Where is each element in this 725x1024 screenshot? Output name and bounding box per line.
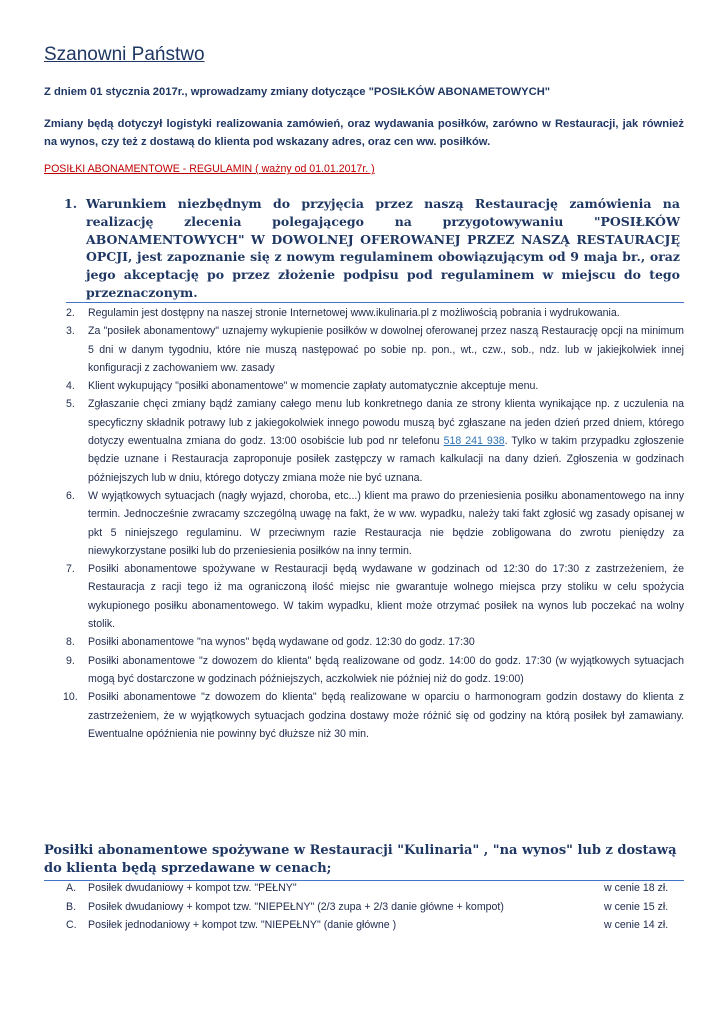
list-item — [44, 322, 684, 377]
item-text: Zgłaszanie chęci zmiany bądź zamiany całego menu lub konkretnego dania ze strony klienta wynikające np. z uczulenia na specyficzny składnik potrawy lub z jakiegokolwiek innego powodu muszą być zgłaszane na jeden dzień przed dniem, którego dotyczy ewentualna zmiana do godz. 13:00 osobiście lub pod nr telefonu — [88, 398, 684, 448]
item-number: 5. — [66, 398, 75, 411]
item-text: Posiłki abonamentowe "z dowozem do klienta" będą realizowane w oparciu o harmonogram godzin dostawy do klienta z zastrzeżeniem, że w wyjątkowych sytuacjach godzina dostawy może różnić się od godziny na którą posiłek był zamawiany. Ewentualne opóźnienia nie powinny być dłuższe niż 30 min. — [88, 691, 684, 740]
price-row — [44, 919, 684, 938]
item-text-continued: . Tylko w takim przypadku zgłoszenie będzie uznane i Restauracja zaproponuje posiłek zastępczy w ramach kalkulacji na dany dzień. Zgłoszenia w godzinach późniejszych lub w dniu, którego dotyczy zmiana może nie być uznana. — [88, 435, 684, 484]
phone-link[interactable]: 518 241 938 — [443, 435, 505, 448]
list-item — [44, 688, 684, 743]
regulation-item-1 — [66, 195, 680, 302]
price-value: w cenie 18 zł. — [604, 882, 669, 894]
list-item — [44, 487, 684, 560]
intro-paragraph-2: Zmiany będą dotyczył logistyki realizowania zamówień, oraz wydawania posiłków, zarówno w Restauracji, jak również na wynos, czy też z dostawą do klienta pod wskazany adres, oraz cen ww. posiłków. — [44, 118, 684, 148]
item-text: Za "posiłek abonamentowy" uznajemy wykupienie posiłków w dowolnej oferowanej przez naszą Restaurację opcji na minimum 5 dni w danym tygodniu, które nie muszą następować po sobie np. pon., wt., czw., sob., ndz. lub w jakiejkolwiek innej konfiguracji z zachowaniem ww. zasady — [88, 325, 684, 374]
item-text: Posiłki abonamentowe spożywane w Restauracji będą wydawane w godzinach od 12:30 do 17:30 z zastrzeżeniem, że Restauracja z racji tego iż ma ograniczoną ilość miejsc nie gwarantuje wolnego miejsca przy stoliku w celu spożycia wykupionego posiłku abonamentowego. W takim wypadku, klient może otrzymać posiłek na wynos lub poczekać na wolny stolik. — [88, 563, 684, 631]
intro-paragraph-1: Z dniem 01 stycznia 2017r., wprowadzamy zmiany dotyczące "POSIŁKÓW ABONAMETOWYCH" — [44, 86, 551, 98]
list-item — [44, 652, 684, 689]
price-value: w cenie 14 zł. — [604, 919, 669, 931]
item-number: 8. — [66, 636, 75, 649]
price-letter: B. — [66, 900, 77, 913]
item-text: Posiłki abonamentowe "z dowozem do klienta" będą realizowane od godz. 14:00 do godz. 17:30 (w wyjątkowych sytuacjach mogą być dostarczone w godzinach późniejszych, aczkolwiek nie później niż do godz. 19:00) — [88, 654, 684, 685]
item-number: 6. — [66, 489, 75, 502]
price-description: Posiłek jednodaniowy + kompot tzw. "NIEPEŁNY" (danie główne ) — [88, 919, 397, 931]
item-number: 3. — [66, 325, 75, 338]
price-letter: C. — [66, 919, 77, 931]
item-number: 2. — [66, 307, 75, 319]
regulations-list — [44, 304, 684, 743]
item-number: 1. — [64, 196, 78, 211]
list-item — [44, 560, 684, 633]
list-item — [44, 633, 684, 651]
item-text: Warunkiem niezbędnym do przyjęcia przez naszą Restaurację zamówienia na realizację zlecenia polegającego na przygotowywaniu "POSIŁKÓW ABONAMENTOWYCH" W DOWOLNEJ OFEROWANEJ PRZEZ NASZĄ RESTAURACJĘ OPCJI, jest zapoznanie się z nowym regulaminem obowiązującym od 9 maja br., oraz jego akceptację po przez złożenie podpisu pod regulaminem w miejscu do tego przeznaczonym. — [86, 196, 680, 300]
price-description: Posiłek dwudaniowy + kompot tzw. "NIEPEŁNY" (2/3 zupa + 2/3 danie główne + kompot) — [88, 900, 504, 913]
item-number: 7. — [66, 563, 75, 576]
price-letter: A. — [66, 882, 77, 894]
page-title: Szanowni Państwo — [44, 44, 205, 65]
price-list — [44, 882, 684, 938]
price-row — [44, 882, 684, 901]
item-number: 9. — [66, 654, 75, 667]
item-number: 10. — [63, 691, 78, 704]
heading-divider — [66, 302, 684, 303]
list-item — [44, 395, 684, 486]
item-number: 4. — [66, 380, 75, 393]
list-item — [44, 304, 684, 322]
regulations-title: POSIŁKI ABONAMENTOWE - REGULAMIN ( ważny od 01.01.2017r. ) — [44, 163, 375, 175]
price-description: Posiłek dwudaniowy + kompot tzw. "PEŁNY" — [88, 882, 297, 894]
price-value: w cenie 15 zł. — [604, 900, 669, 913]
prices-divider — [44, 880, 684, 881]
item-text: Regulamin jest dostępny na naszej stronie Internetowej www.ikulinaria.pl z możliwością pobrania i wydrukowania. — [88, 307, 620, 319]
item-text: Posiłki abonamentowe "na wynos" będą wydawane od godz. 12:30 do godz. 17:30 — [88, 636, 475, 649]
price-row — [44, 901, 684, 920]
list-item — [44, 377, 684, 395]
prices-heading: Posiłki abonamentowe spożywane w Restauracji "Kulinaria" , "na wynos" lub z dostawą do klienta będą sprzedawane w cenach; — [44, 843, 677, 876]
item-text: Klient wykupujący "posiłki abonamentowe" w momencie zapłaty automatycznie akceptuje menu. — [88, 380, 539, 393]
item-text: W wyjątkowych sytuacjach (nagły wyjazd, choroba, etc...) klient ma prawo do przeniesienia posiłku abonamentowego na inny termin. Jednocześnie zwracamy szczególną uwagę na fakt, że w ww. wypadku, należy taki fakt zgłosić wg zasady opisanej w pkt 5 niniejszego regulaminu. W przeciwnym razie Restauracja nie będzie zobligowana do zwrotu pieniędzy za niewykorzystane posiłki lub do przeniesienia posiłków na inny termin. — [88, 489, 684, 557]
